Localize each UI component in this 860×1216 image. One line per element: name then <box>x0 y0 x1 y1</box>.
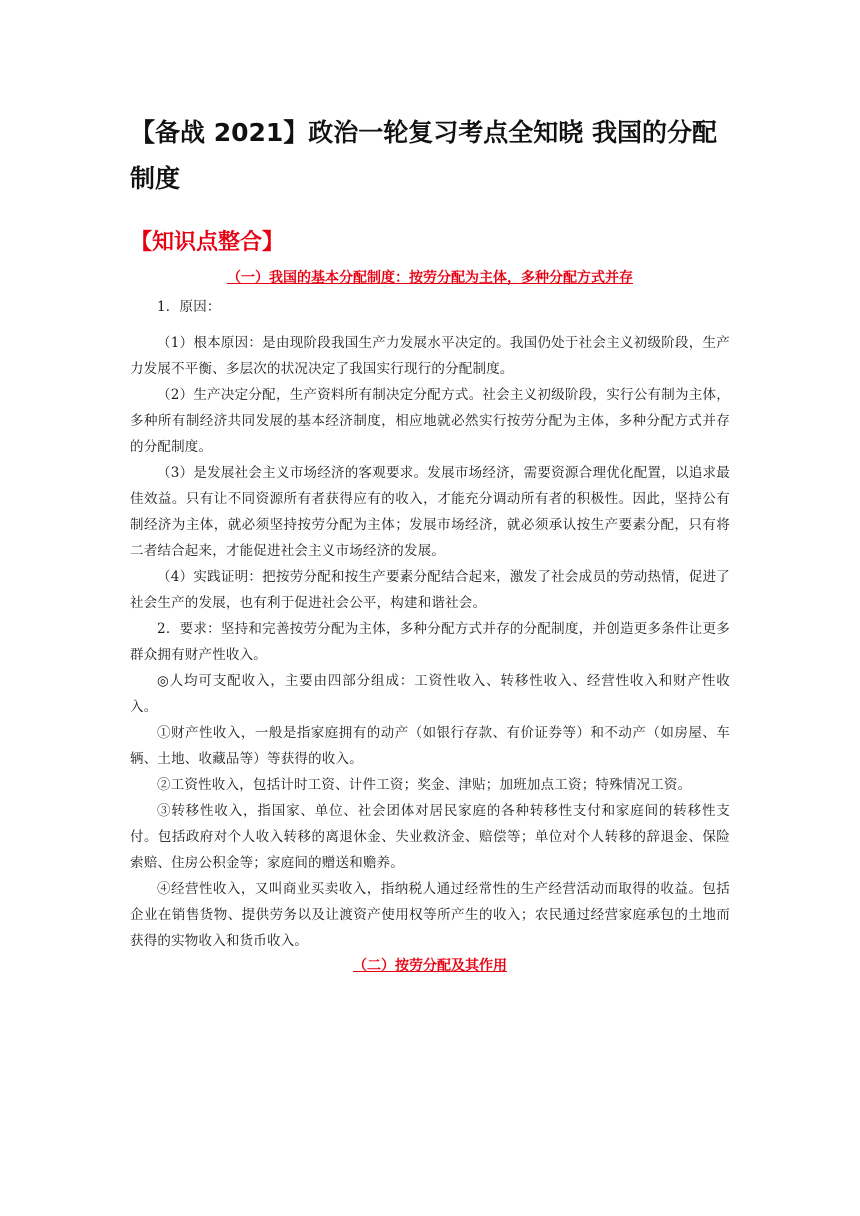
paragraph-reason-1: （1）根本原因：是由现阶段我国生产力发展水平决定的。我国仍处于社会主义初级阶段，生产力发展不平衡、多层次的状况决定了我国实行现行的分配制度。 <box>130 335 730 377</box>
paragraph-reasons-label: 1．原因： <box>157 299 221 315</box>
subheading-basic-distribution-system: （一）我国的基本分配制度：按劳分配为主体，多种分配方式并存 <box>227 270 633 286</box>
paragraph-wage-income: ②工资性收入，包括计时工资、计件工资；奖金、津贴；加班加点工资；特殊情况工资。 <box>157 777 692 793</box>
paragraph-operating-income: ④经营性收入，又叫商业买卖收入，指纳税人通过经常性的生产经营活动而取得的收益。包括企业在销售货物、提供劳务以及让渡资产使用权等所产生的收入；农民通过经营家庭承包的土地而获得的实物收入和货币收入。 <box>130 881 730 949</box>
paragraph-reason-3: （3）是发展社会主义市场经济的客观要求。发展市场经济，需要资源合理优化配置，以追求最佳效益。只有让不同资源所有者获得应有的收入，才能充分调动所有者的积极性。因此，坚持公有制经济为主体，就必须坚持按劳分配为主体；发展市场经济，就必须承认按生产要素分配，只有将二者结合起来，才能促进社会主义市场经济的发展。 <box>130 465 730 559</box>
paragraph-transfer-income: ③转移性收入，指国家、单位、社会团体对居民家庭的各种转移性支付和家庭间的转移性支付。包括政府对个人收入转移的离退休金、失业救济金、赔偿等；单位对个人转移的辞退金、保险索赔、住房公积金等；家庭间的赠送和赡养。 <box>130 803 730 871</box>
paragraph-reason-4: （4）实践证明：把按劳分配和按生产要素分配结合起来，激发了社会成员的劳动热情，促进了社会生产的发展，也有利于促进社会公平，构建和谐社会。 <box>130 569 730 611</box>
paragraph-disposable-income: ◎人均可支配收入，主要由四部分组成：工资性收入、转移性收入、经营性收入和财产性收入。 <box>130 673 730 715</box>
paragraph-property-income: ①财产性收入，一般是指家庭拥有的动产（如银行存款、有价证券等）和不动产（如房屋、车辆、土地、收藏品等）等获得的收入。 <box>130 725 730 767</box>
document-title: 【备战 2021】政治一轮复习考点全知晓 我国的分配制度 <box>130 118 717 193</box>
section-heading-knowledge-points: 【知识点整合】 <box>130 230 285 255</box>
document-page <box>130 110 730 978</box>
paragraph-requirements: 2．要求：坚持和完善按劳分配为主体，多种分配方式并存的分配制度，并创造更多条件让更多群众拥有财产性收入。 <box>130 621 730 663</box>
paragraph-reason-2: （2）生产决定分配，生产资料所有制决定分配方式。社会主义初级阶段，实行公有制为主体，多种所有制经济共同发展的基本经济制度，相应地就必然实行按劳分配为主体，多种分配方式并存的分配制度。 <box>130 387 730 455</box>
subheading-distribution-according-to-work: （二）按劳分配及其作用 <box>353 958 507 974</box>
